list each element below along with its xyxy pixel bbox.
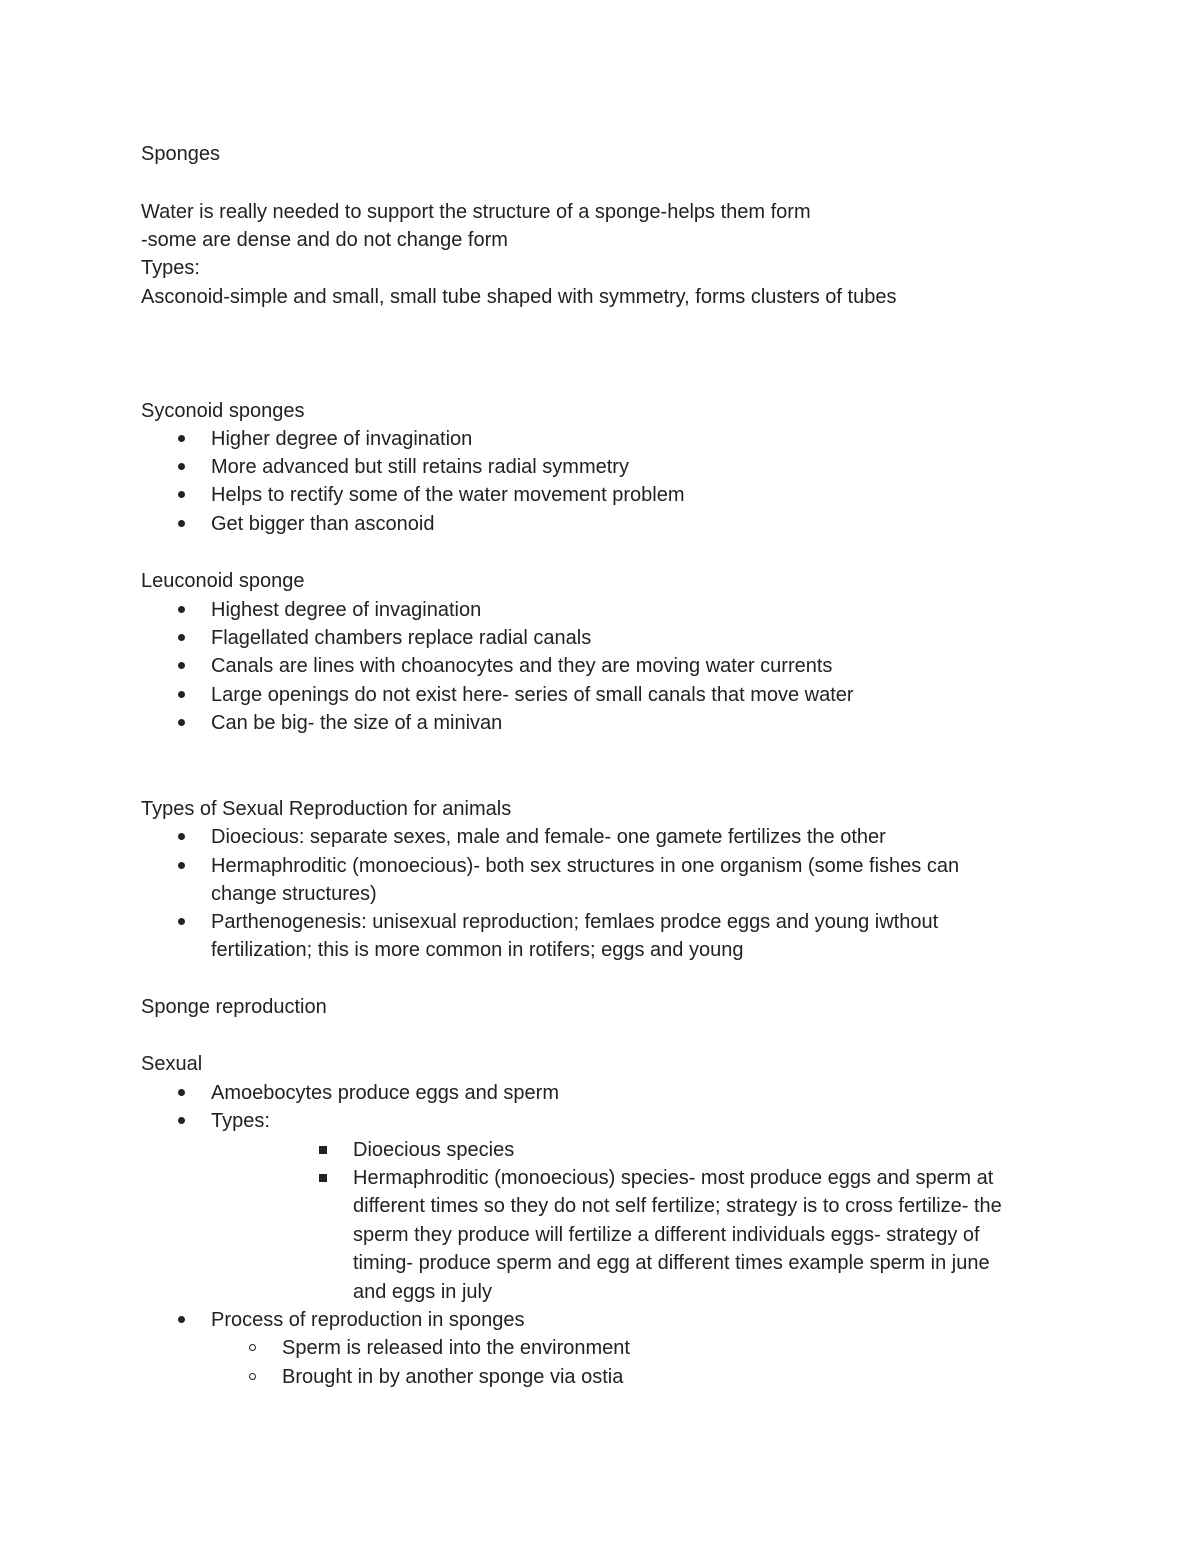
list-item: Hermaphroditic (monoecious)- both sex structures in one organism (some fishes can: [211, 855, 960, 877]
sponge-repro-heading: Sponge reproduction: [141, 996, 327, 1018]
sexual-repro-heading: Types of Sexual Reproduction for animals: [141, 798, 512, 820]
list-item: Dioecious: separate sexes, male and female- one gamete fertilizes the other: [211, 826, 886, 848]
list-item: Canals are lines with choanocytes and they are moving water currents: [211, 655, 833, 677]
list-item-continuation: change structures): [211, 883, 377, 905]
list-item: Types:: [211, 1110, 270, 1132]
sub-list-item: Dioecious species: [353, 1139, 515, 1161]
intro-line: Water is really needed to support the structure of a sponge-helps them form: [141, 201, 811, 223]
list-item: Flagellated chambers replace radial canals: [211, 627, 592, 649]
bullet-icon: [178, 691, 185, 698]
circle-bullet-icon: [249, 1373, 256, 1380]
list-item: Parthenogenesis: unisexual reproduction; femlaes prodce eggs and young iwthout: [211, 911, 939, 933]
leuconoid-heading: Leuconoid sponge: [141, 570, 305, 592]
list-item: Get bigger than asconoid: [211, 513, 435, 535]
square-bullet-icon: [319, 1174, 327, 1182]
doc-title: Sponges: [141, 143, 220, 165]
circle-bullet-icon: [249, 1344, 256, 1351]
sub-list-item: Sperm is released into the environment: [282, 1337, 630, 1359]
list-item-continuation: fertilization; this is more common in rotifers; eggs and young: [211, 939, 744, 961]
syconoid-heading: Syconoid sponges: [141, 400, 305, 422]
intro-line: -some are dense and do not change form: [141, 229, 508, 251]
bullet-icon: [178, 634, 185, 641]
bullet-icon: [178, 606, 185, 613]
list-item: Higher degree of invagination: [211, 428, 473, 450]
sub-list-item: Hermaphroditic (monoecious) species- most produce eggs and sperm at: [353, 1167, 994, 1189]
bullet-icon: [178, 1089, 185, 1096]
bullet-icon: [178, 918, 185, 925]
bullet-icon: [178, 520, 185, 527]
bullet-icon: [178, 662, 185, 669]
square-bullet-icon: [319, 1146, 327, 1154]
list-item: Helps to rectify some of the water movement problem: [211, 484, 685, 506]
list-item: Can be big- the size of a minivan: [211, 712, 503, 734]
list-item: Highest degree of invagination: [211, 599, 482, 621]
sub-list-item-continuation: sperm they produce will fertilize a different individuals eggs- strategy of: [353, 1224, 980, 1246]
intro-line: Asconoid-simple and small, small tube shaped with symmetry, forms clusters of tubes: [141, 286, 897, 308]
sub-list-item-continuation: and eggs in july: [353, 1281, 492, 1303]
bullet-icon: [178, 491, 185, 498]
list-item: Process of reproduction in sponges: [211, 1309, 525, 1331]
sub-list-item: Brought in by another sponge via ostia: [282, 1366, 624, 1388]
intro-line: Types:: [141, 257, 200, 279]
list-item: More advanced but still retains radial symmetry: [211, 456, 629, 478]
list-item: Amoebocytes produce eggs and sperm: [211, 1082, 559, 1104]
bullet-icon: [178, 463, 185, 470]
bullet-icon: [178, 435, 185, 442]
list-item: Large openings do not exist here- series of small canals that move water: [211, 684, 854, 706]
sub-list-item-continuation: timing- produce sperm and egg at different times example sperm in june: [353, 1252, 990, 1274]
bullet-icon: [178, 1117, 185, 1124]
sub-list-item-continuation: different times so they do not self fertilize; strategy is to cross fertilize- the: [353, 1195, 1002, 1217]
bullet-icon: [178, 862, 185, 869]
bullet-icon: [178, 1316, 185, 1323]
bullet-icon: [178, 719, 185, 726]
bullet-icon: [178, 833, 185, 840]
sexual-heading: Sexual: [141, 1053, 203, 1075]
